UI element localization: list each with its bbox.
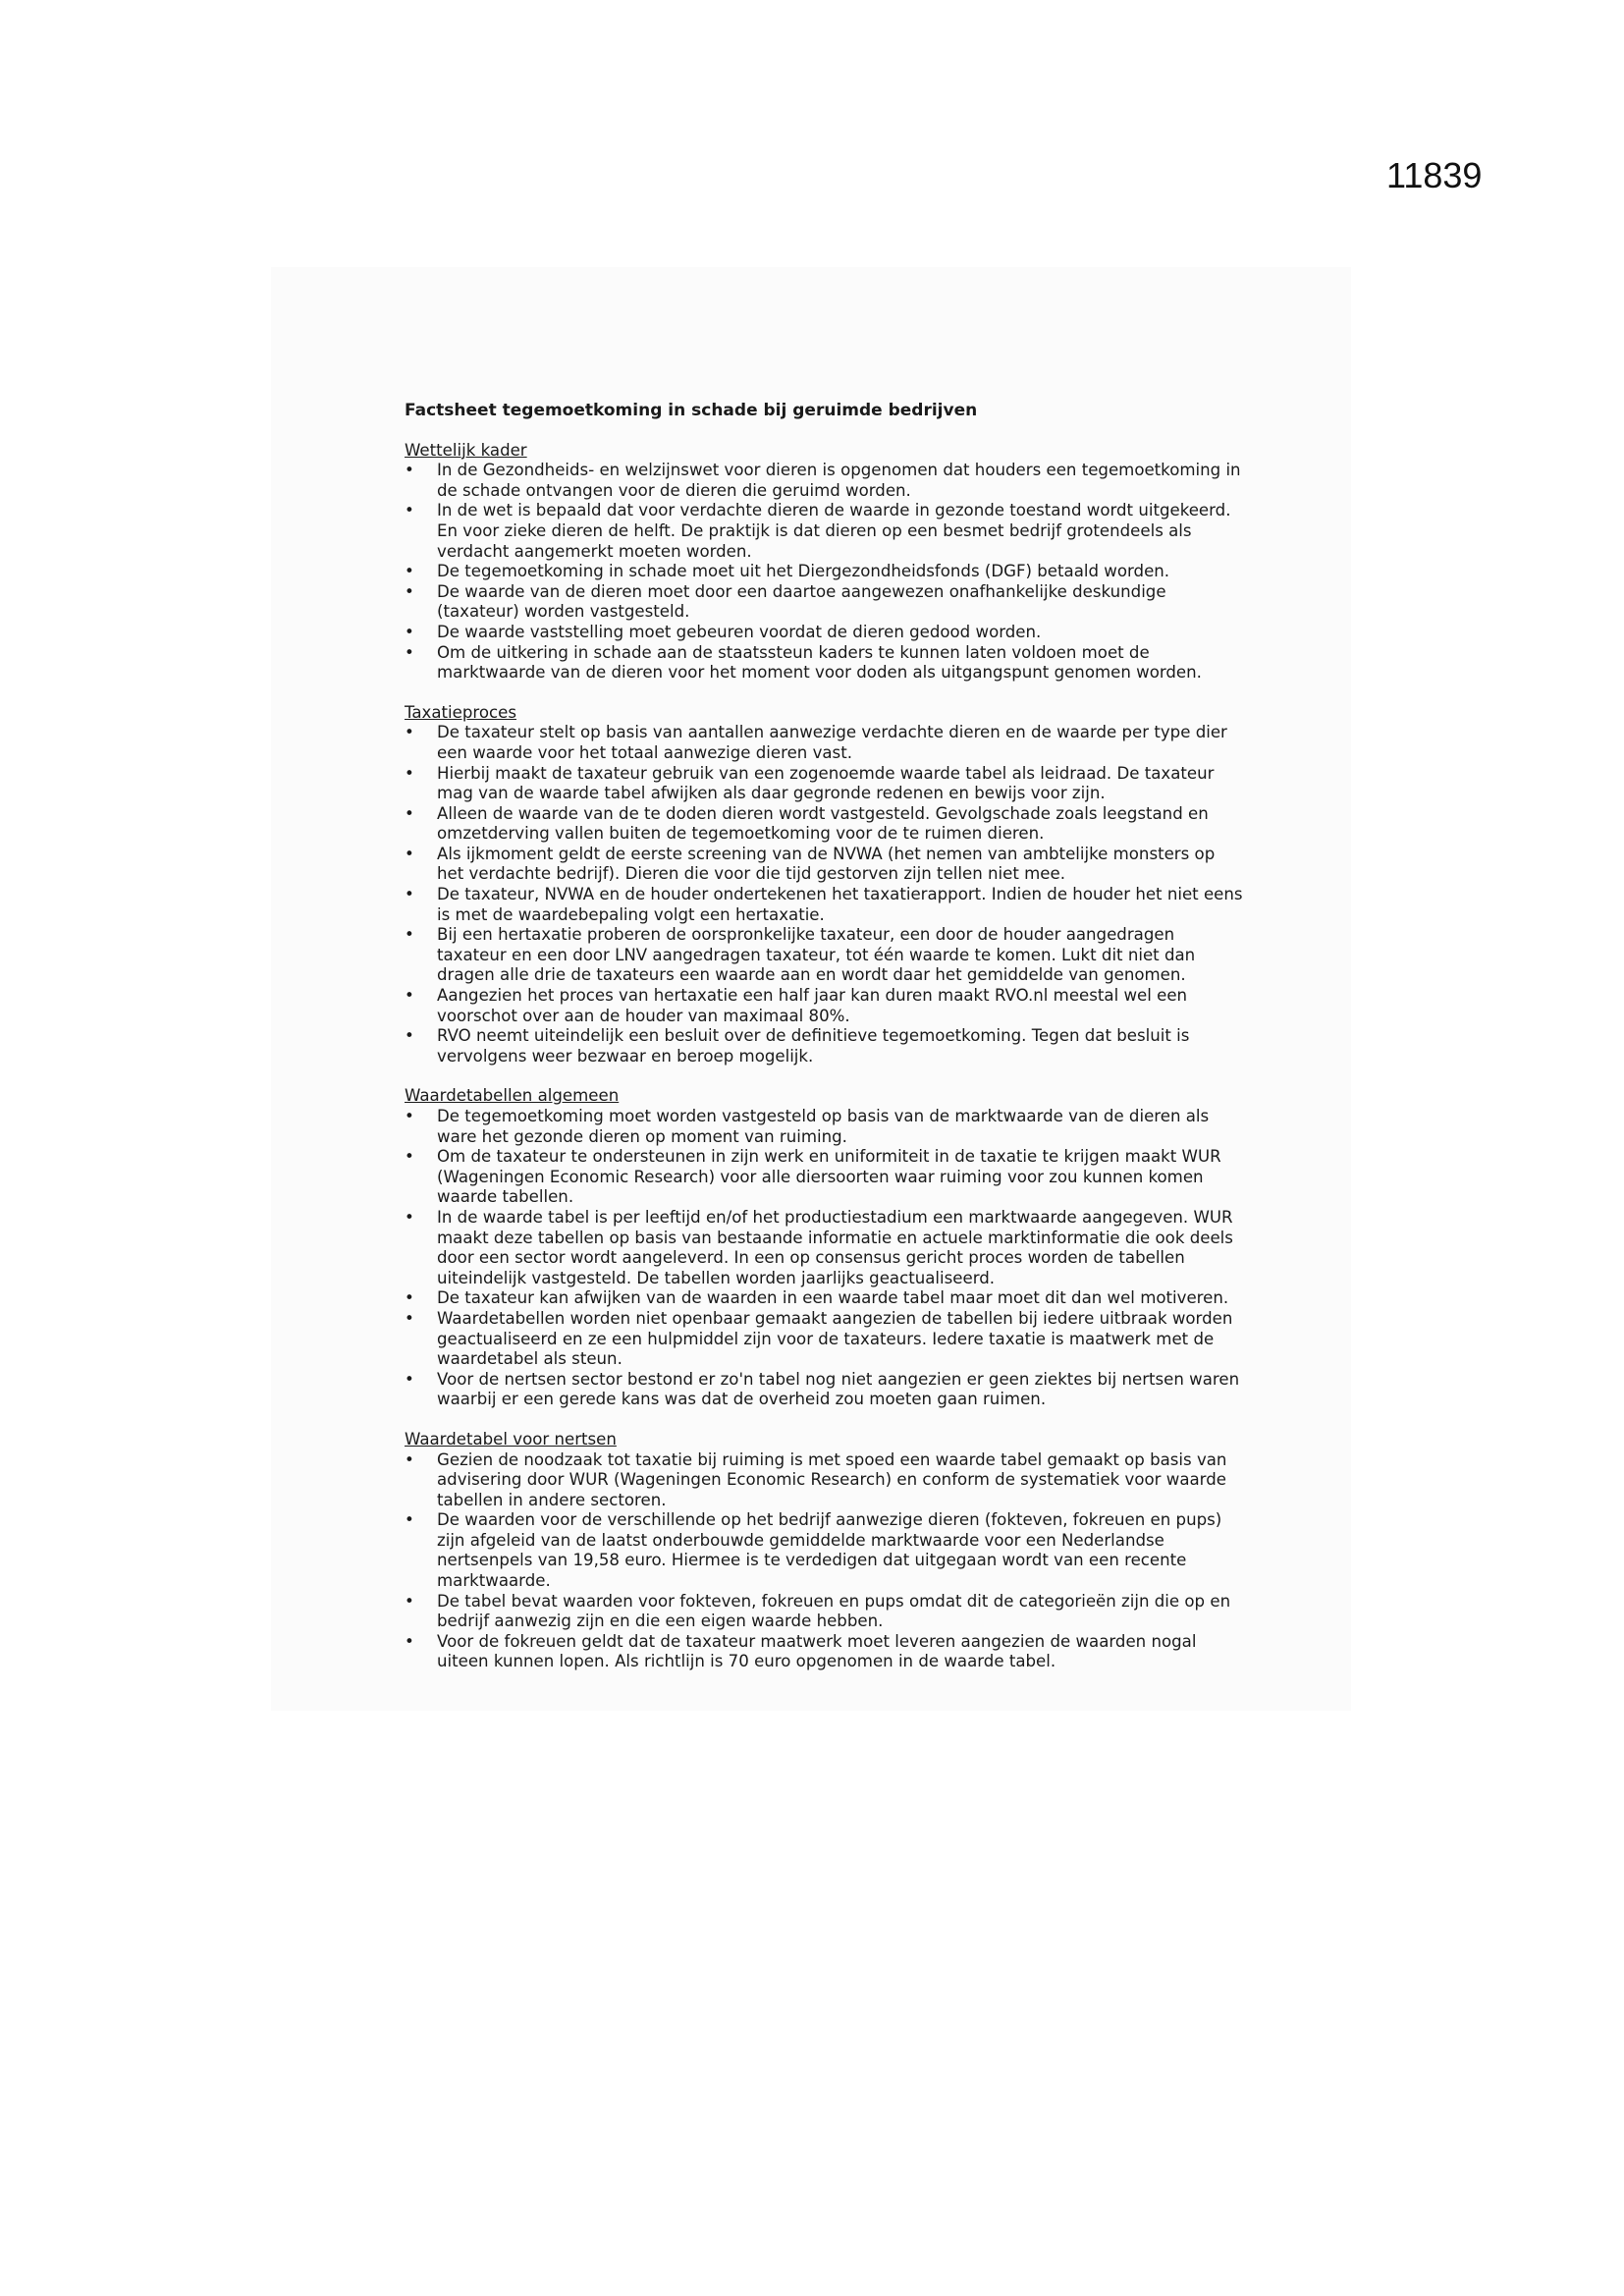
document-title: Factsheet tegemoetkoming in schade bij geruimde bedrijven (405, 401, 978, 420)
bullet-item: • De taxateur kan afwijken van de waarden in een waarde tabel maar moet dit dan wel motiveren. (405, 1288, 1245, 1309)
section-heading: Wettelijk kader (405, 440, 527, 460)
bullet-item: • Aangezien het proces van hertaxatie een half jaar kan duren maakt RVO.nl meestal wel een voorschot over aan de houder van maximaal 80%. (405, 986, 1245, 1026)
bullet-item: • Gezien de noodzaak tot taxatie bij ruiming is met spoed een waarde tabel gemaakt op basis van advisering door WUR (Wageningen Economic Research) en conform de systematiek voor waarde tabellen in andere sectoren. (405, 1450, 1245, 1511)
section (405, 703, 1245, 1067)
bullet-item: • De waarde van de dieren moet door een daartoe aangewezen onafhankelijke deskundige (taxateur) worden vastgesteld. (405, 582, 1245, 623)
bullet-item: • Bij een hertaxatie proberen de oorspronkelijke taxateur, een door de houder aangedragen taxateur en een door LNV aangedragen taxateur, tot één waarde te komen. Lukt dit niet dan dragen alle drie de taxateurs een waarde aan en wordt daar het gemiddelde van genomen. (405, 925, 1245, 986)
bullet-item: • De tabel bevat waarden voor fokteven, fokreuen en pups omdat dit de categorieën zijn die op en bedrijf aanwezig zijn en die een eigen waarde hebben. (405, 1592, 1245, 1632)
document-body (405, 401, 1245, 1692)
section-heading: Waardetabellen algemeen (405, 1086, 620, 1106)
bullet-item: • De tegemoetkoming in schade moet uit het Diergezondheidsfonds (DGF) betaald worden. (405, 562, 1245, 582)
bullet-item: • Waardetabellen worden niet openbaar gemaakt aangezien de tabellen bij iedere uitbraak worden geactualiseerd en ze een hulpmiddel zijn voor de taxateurs. Iedere taxatie is maatwerk met de waardetabel als steun. (405, 1309, 1245, 1370)
bullet-item: • Om de taxateur te ondersteunen in zijn werk en uniformiteit in de taxatie te krijgen maakt WUR (Wageningen Economic Research) voor alle diersoorten waar ruiming voor zou kunnen komen waarde tabellen. (405, 1147, 1245, 1208)
bullet-item: • Voor de nertsen sector bestond er zo'n tabel nog niet aangezien er geen ziektes bij nertsen waren waarbij er een gerede kans was dat de overheid zou moeten gaan ruimen. (405, 1370, 1245, 1410)
sections-container (405, 441, 1245, 1672)
section-heading: Waardetabel voor nertsen (405, 1429, 617, 1449)
bullet-item: • Hierbij maakt de taxateur gebruik van een zogenoemde waarde tabel als leidraad. De taxateur mag van de waarde tabel afwijken als daar gegronde redenen en bewijs voor zijn. (405, 764, 1245, 804)
bullet-item: • De waarden voor de verschillende op het bedrijf aanwezige dieren (fokteven, fokreuen en pups) zijn afgeleid van de laatst onderbouwde gemiddelde marktwaarde voor een Nederlandse nertsenpels van 19,58 euro. Hiermee is te verdedigen dat uitgegaan wordt van een recente marktwaarde. (405, 1510, 1245, 1591)
bullet-item: • In de wet is bepaald dat voor verdachte dieren de waarde in gezonde toestand wordt uitgekeerd. En voor zieke dieren de helft. De praktijk is dat dieren op een besmet bedrijf grotendeels als verdacht aangemerkt moeten worden. (405, 501, 1245, 562)
bullet-item: • Alleen de waarde van de te doden dieren wordt vastgesteld. Gevolgschade zoals leegstand en omzetderving vallen buiten de tegemoetkoming voor de te ruimen dieren. (405, 804, 1245, 845)
bullet-list (405, 461, 1245, 683)
bullet-list (405, 1107, 1245, 1410)
section-heading: Taxatieproces (405, 702, 516, 722)
bullet-item: • In de waarde tabel is per leeftijd en/of het productiestadium een marktwaarde aangegeven. WUR maakt deze tabellen op basis van bestaande informatie en actuele marktinformatie die ook deels door een sector wordt aangeleverd. In een op consensus gericht proces worden de tabellen uiteindelijk vastgesteld. De tabellen worden jaarlijks geactualiseerd. (405, 1208, 1245, 1288)
bullet-item: • Voor de fokreuen geldt dat de taxateur maatwerk moet leveren aangezien de waarden nogal uiteen kunnen lopen. Als richtlijn is 70 euro opgenomen in de waarde tabel. (405, 1632, 1245, 1672)
bullet-item: • In de Gezondheids- en welzijnswet voor dieren is opgenomen dat houders een tegemoetkoming in de schade ontvangen voor de dieren die geruimd worden. (405, 461, 1245, 501)
section (405, 1086, 1245, 1410)
bullet-list (405, 723, 1245, 1066)
bullet-item: • RVO neemt uiteindelijk een besluit over de definitieve tegemoetkoming. Tegen dat besluit is vervolgens weer bezwaar en beroep mogelijk. (405, 1026, 1245, 1066)
bullet-item: • Als ijkmoment geldt de eerste screening van de NVWA (het nemen van ambtelijke monsters op het verdachte bedrijf). Dieren die voor die tijd gestorven zijn tellen niet mee. (405, 845, 1245, 885)
bullet-item: • De taxateur stelt op basis van aantallen aanwezige verdachte dieren en de waarde per type dier een waarde voor het totaal aanwezige dieren vast. (405, 723, 1245, 763)
bullet-item: • De tegemoetkoming moet worden vastgesteld op basis van de marktwaarde van de dieren als ware het gezonde dieren op moment van ruiming. (405, 1107, 1245, 1147)
section (405, 441, 1245, 683)
bullet-list (405, 1450, 1245, 1673)
section (405, 1430, 1245, 1672)
bullet-item: • Om de uitkering in schade aan de staatssteun kaders te kunnen laten voldoen moet de marktwaarde van de dieren voor het moment voor doden als uitgangspunt genomen worden. (405, 643, 1245, 683)
bullet-item: • De waarde vaststelling moet gebeuren voordat de dieren gedood worden. (405, 623, 1245, 643)
page-number: 11839 (1386, 155, 1483, 195)
bullet-item: • De taxateur, NVWA en de houder ondertekenen het taxatierapport. Indien de houder het niet eens is met de waardebepaling volgt een hertaxatie. (405, 885, 1245, 925)
